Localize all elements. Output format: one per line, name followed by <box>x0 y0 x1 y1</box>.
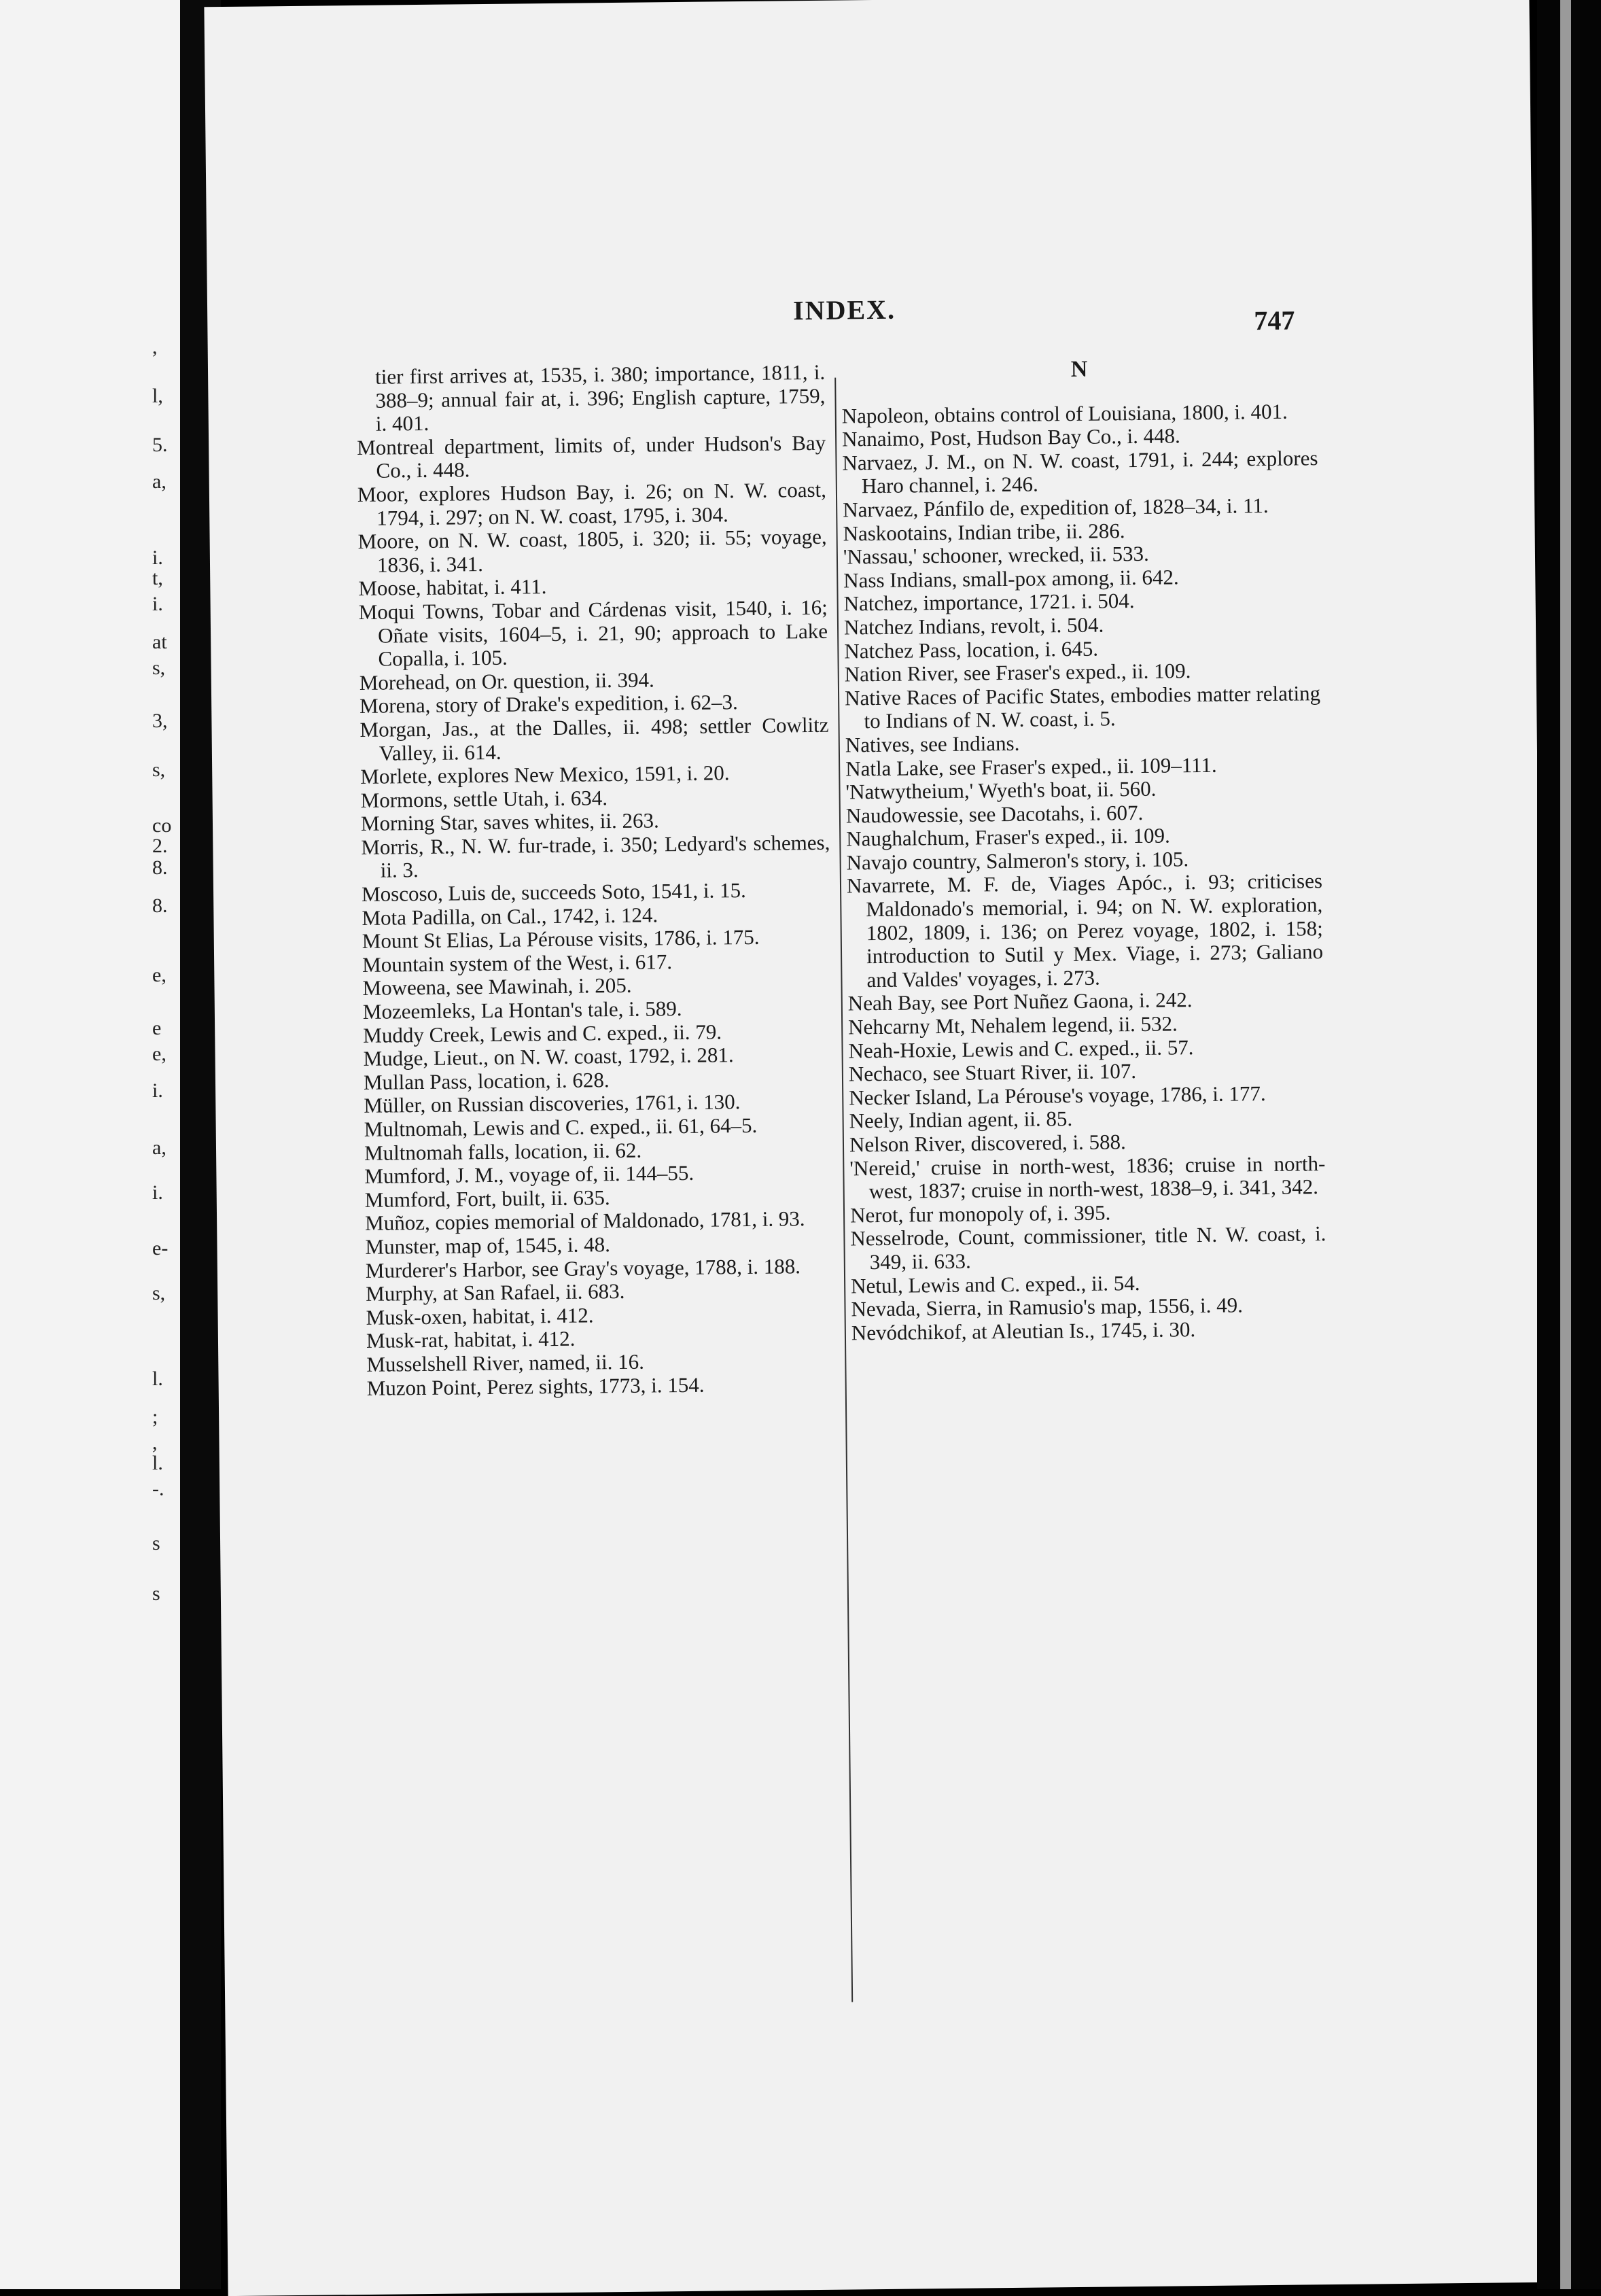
previous-page-fragment: i. <box>152 1181 163 1204</box>
previous-page-fragment: s <box>152 1582 160 1605</box>
index-entry: Naughalchum, Fraser's exped., ii. 109. <box>846 823 1170 851</box>
index-entry: Mumford, Fort, built, ii. 635. <box>364 1185 610 1212</box>
index-entry: Moqui Towns, Tobar and Cárdenas visit, 1540, i. 16; Oñate visits, 1604–5, i. 21, 90; approach to Lake Copalla, i. 105. <box>358 595 828 671</box>
index-entry: Neah Bay, see Port Nuñez Gaona, i. 242. <box>847 988 1193 1015</box>
index-entry: Nerot, fur monopoly of, i. 395. <box>849 1200 1111 1228</box>
index-entry: Nechaco, see Stuart River, ii. 107. <box>848 1059 1137 1086</box>
index-entry: Mullan Pass, location, i. 628. <box>363 1067 610 1094</box>
index-entry: Mudge, Lieut., on N. W. coast, 1792, i. 281. <box>363 1043 734 1071</box>
index-entry: Musk-oxen, habitat, i. 412. <box>366 1303 594 1329</box>
index-entry: Natla Lake, see Fraser's exped., ii. 109–111. <box>845 752 1217 780</box>
index-entry: Morris, R., N. W. fur-trade, i. 350; Ledyard's schemes, ii. 3. <box>361 830 830 883</box>
index-entry: Nation River, see Fraser's exped., ii. 109. <box>844 659 1191 686</box>
left-index-column <box>356 361 836 1400</box>
right-index-column <box>841 355 1327 1345</box>
index-entry: Murphy, at San Rafael, ii. 683. <box>366 1279 625 1306</box>
index-entry: 'Natwytheium,' Wyeth's boat, ii. 560. <box>845 776 1157 804</box>
index-entry: Natchez, importance, 1721. i. 504. <box>843 589 1135 616</box>
previous-page-fragment: s, <box>152 657 166 679</box>
index-entry: Natives, see Indians. <box>845 731 1020 757</box>
index-entry: Natchez Indians, revolt, i. 504. <box>843 612 1104 640</box>
index-entry: Nelson River, discovered, i. 588. <box>849 1130 1127 1157</box>
index-entry: Mormons, settle Utah, i. 634. <box>360 785 608 812</box>
index-entry: Muddy Creek, Lewis and C. exped., ii. 79. <box>363 1020 722 1047</box>
previous-page-fragment: , <box>152 1431 158 1454</box>
index-entry: Moore, on N. W. coast, 1805, i. 320; ii. 55; voyage, 1836, i. 341. <box>357 524 827 577</box>
index-entry: Nass Indians, small-pox among, ii. 642. <box>843 565 1179 593</box>
index-entry: Moose, habitat, i. 411. <box>358 574 547 601</box>
index-entry: Native Races of Pacific States, embodies matter relating to Indians of N. W. coast, i. 5. <box>844 680 1321 733</box>
index-entry: Necker Island, La Pérouse's voyage, 1786, i. 177. <box>849 1081 1266 1110</box>
index-entry: Muzon Point, Perez sights, 1773, i. 154. <box>366 1372 705 1400</box>
index-entry: Mountain system of the West, i. 617. <box>362 950 673 977</box>
previous-page-fragment: a, <box>152 470 166 493</box>
previous-page-fragment: e- <box>152 1237 169 1259</box>
index-entry: Morning Star, saves whites, ii. 263. <box>360 808 659 836</box>
running-head: INDEX. <box>792 294 896 326</box>
index-entry: Naskootains, Indian tribe, ii. 286. <box>843 518 1125 546</box>
index-entry: Multnomah falls, location, ii. 62. <box>364 1138 642 1165</box>
index-entry: Nesselrode, Count, commissioner, title N. W. coast, i. 349, ii. 633. <box>850 1221 1326 1274</box>
previous-page-fragment: -. <box>152 1478 164 1500</box>
index-entry: Morehead, on Or. question, ii. 394. <box>359 667 654 695</box>
index-entry: Nevada, Sierra, in Ramusio's map, 1556, i. 49. <box>851 1293 1244 1321</box>
index-entry: Murderer's Harbor, see Gray's voyage, 1788, i. 188. <box>365 1253 801 1283</box>
page-number: 747 <box>1254 305 1295 336</box>
index-entry: Natchez Pass, location, i. 645. <box>844 636 1099 663</box>
index-entry: Müller, on Russian discoveries, 1761, i. 130. <box>364 1090 741 1118</box>
index-page <box>204 0 1553 2296</box>
index-entry: Mozeemleks, La Hontan's tale, i. 589. <box>362 996 682 1024</box>
previous-page-fragment: s <box>152 1532 160 1554</box>
previous-page-fragment: 8. <box>152 894 168 917</box>
previous-page-fragment: 3, <box>152 710 168 732</box>
index-entry: Nanaimo, Post, Hudson Bay Co., i. 448. <box>841 423 1181 451</box>
index-entry: Mount St Elias, La Pérouse visits, 1786, i. 175. <box>362 925 760 954</box>
index-entry: 'Nassau,' schooner, wrecked, ii. 533. <box>843 541 1149 569</box>
previous-page-fragment: e <box>152 1017 162 1039</box>
index-entry: Nehcarny Mt, Nehalem legend, ii. 532. <box>848 1011 1178 1039</box>
previous-page-fragment: a, <box>152 1136 166 1159</box>
index-entry: Mumford, J. M., voyage of, ii. 144–55. <box>364 1161 694 1189</box>
index-entry: Moscoso, Luis de, succeeds Soto, 1541, i. 15. <box>361 878 746 907</box>
index-entry: Nevódchikof, at Aleutian Is., 1745, i. 30. <box>851 1317 1196 1345</box>
previous-page-fragment: s, <box>152 1282 166 1304</box>
previous-page-fragment: l, <box>152 385 163 407</box>
index-entry: Morlete, explores New Mexico, 1591, i. 20. <box>360 761 730 789</box>
index-entry: Navajo country, Salmeron's story, i. 105. <box>846 847 1189 875</box>
index-entry: Morena, story of Drake's expedition, i. 62–3. <box>359 690 738 718</box>
index-entry: Montreal department, limits of, under Hudson's Bay Co., i. 448. <box>357 430 826 483</box>
previous-page-edge <box>0 0 180 2289</box>
index-entry: Narvaez, J. M., on N. W. coast, 1791, i. 244; explores Haro channel, i. 246. <box>842 445 1318 498</box>
section-letter: N <box>1070 356 1088 382</box>
previous-page-fragment: at <box>152 631 167 653</box>
previous-page-fragment: i. <box>152 593 163 615</box>
page-edge-sliver <box>1560 0 1571 2289</box>
index-entry: Navarrete, M. F. de, Viages Apóc., i. 93; criticises Maldonado's memorial, i. 94; on N. W. exploration, 1802, 1809, i. 136; on Perez voyage, 1802, i. 158; introduction to Sutil y Mex. Viage, i. 273; Galiano and Valdes' voyages, i. 273. <box>846 869 1324 992</box>
index-entry: Mota Padilla, on Cal., 1742, i. 124. <box>362 903 658 930</box>
index-entry: Moor, explores Hudson Bay, i. 26; on N. W. coast, 1794, i. 297; on N. W. coast, 1795, i. 304. <box>357 477 827 530</box>
index-entry: Netul, Lewis and C. exped., ii. 54. <box>850 1270 1140 1298</box>
index-entry: Napoleon, obtains control of Louisiana, 1800, i. 401. <box>841 399 1288 428</box>
previous-page-fragment: e, <box>152 1043 166 1065</box>
right-page-edge <box>1537 0 1601 2289</box>
index-entry: Moweena, see Mawinah, i. 205. <box>362 973 632 1001</box>
index-entry: Munster, map of, 1545, i. 48. <box>365 1232 611 1259</box>
previous-page-fragment: s, <box>152 759 166 781</box>
right-entries <box>842 400 1327 1345</box>
previous-page-fragment: 5. <box>152 434 168 456</box>
previous-page-fragment: ; <box>152 1406 158 1428</box>
index-entry: Musk-rat, habitat, i. 412. <box>366 1327 576 1353</box>
previous-page-fragment: l. <box>152 1368 163 1390</box>
previous-page-fragment: 2. <box>152 835 168 857</box>
index-entry: Muñoz, copies memorial of Maldonado, 1781, i. 93. <box>364 1206 805 1236</box>
index-entry: Neely, Indian agent, ii. 85. <box>849 1107 1073 1133</box>
index-entry: tier first arrives at, 1535, i. 380; importance, 1811, i. 388–9; annual fair at, i. 396; English capture, 1759, i. 401. <box>374 360 826 436</box>
previous-page-fragment: co <box>152 814 172 837</box>
previous-page-fragment: 8. <box>152 856 168 879</box>
index-entry: Naudowessie, see Dacotahs, i. 607. <box>845 800 1144 828</box>
index-entry: Multnomah, Lewis and C. exped., ii. 61, 64–5. <box>364 1113 758 1141</box>
index-entry: Morgan, Jas., at the Dalles, ii. 498; settler Cowlitz Valley, ii. 614. <box>359 712 829 765</box>
previous-page-fragment: i. <box>152 546 163 569</box>
previous-page-fragment: , <box>152 336 158 358</box>
previous-page-fragment: l. <box>152 1452 163 1474</box>
previous-page-fragment: i. <box>152 1079 163 1102</box>
index-entry: Neah-Hoxie, Lewis and C. exped., ii. 57. <box>848 1034 1194 1063</box>
index-entry: Narvaez, Pánfilo de, expedition of, 1828–34, i. 11. <box>843 493 1269 522</box>
previous-page-fragment: e, <box>152 964 166 986</box>
previous-page-fragment: t, <box>152 567 163 589</box>
index-entry: Musselshell River, named, ii. 16. <box>366 1349 645 1376</box>
index-entry: 'Nereid,' cruise in north-west, 1836; cruise in north-west, 1837; cruise in north-west, 1838–9, i. 341, 342. <box>849 1151 1326 1204</box>
